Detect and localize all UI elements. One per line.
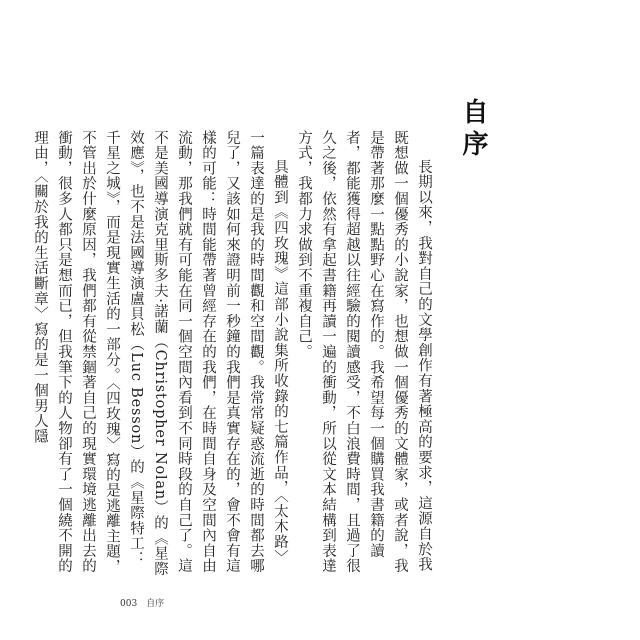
page-title: 自序 [458,98,488,162]
preface-body [28,130,436,580]
paragraph: 具體到《四玫瑰》這部小說集所收錄的七篇作品，〈太木路〉一篇表達的是我的時間觀和空間觀。我常常疑惑流逝的時間都去哪兒了，又該如何來證明前一秒鐘的我們是真實存在的，會不會有這樣的可能：時間能帶著曾經存在的我們，在時間自身及空間內自由流動，那我們就有可能在同一個空間內看到不同時段的自己了。這不是美國導演克里斯多夫·諾蘭（Christopher Nolan）的《星際效應》，也不是法國導演盧貝松（Luc Besson）的《星際特工：千星之城》，而是現實生活的一部分。〈四玫瑰〉寫的是逃離主題，不管出於什麼原因，我們都有從禁錮著自己的現實環境逃離出去的衝動，很多人都只是想而已，但我筆下的人物卻有了一個繞不開的理由，〈關於我的生活斷章〉寫的是一個男人隱 [32,130,288,577]
page-number: 003 [120,599,138,609]
paragraph: 長期以來，我對自己的文學創作有著極高的要求，這源自於我既想做一個優秀的小說家，也想做一個優秀的文體家，或者說，我是帶著那麼一點點野心在寫作的。我希望每一個購買我書籍的讀者，都能獲得超越以往經驗的閱讀感受，不白浪費時間，且過了很久之後，依然有拿起書籍再讀一遍的衝動，所以從文本結構到表達方式，我都力求做到不重複自己。 [296,130,432,574]
page-footer [120,596,164,609]
running-header-section: 自序 [146,599,165,609]
